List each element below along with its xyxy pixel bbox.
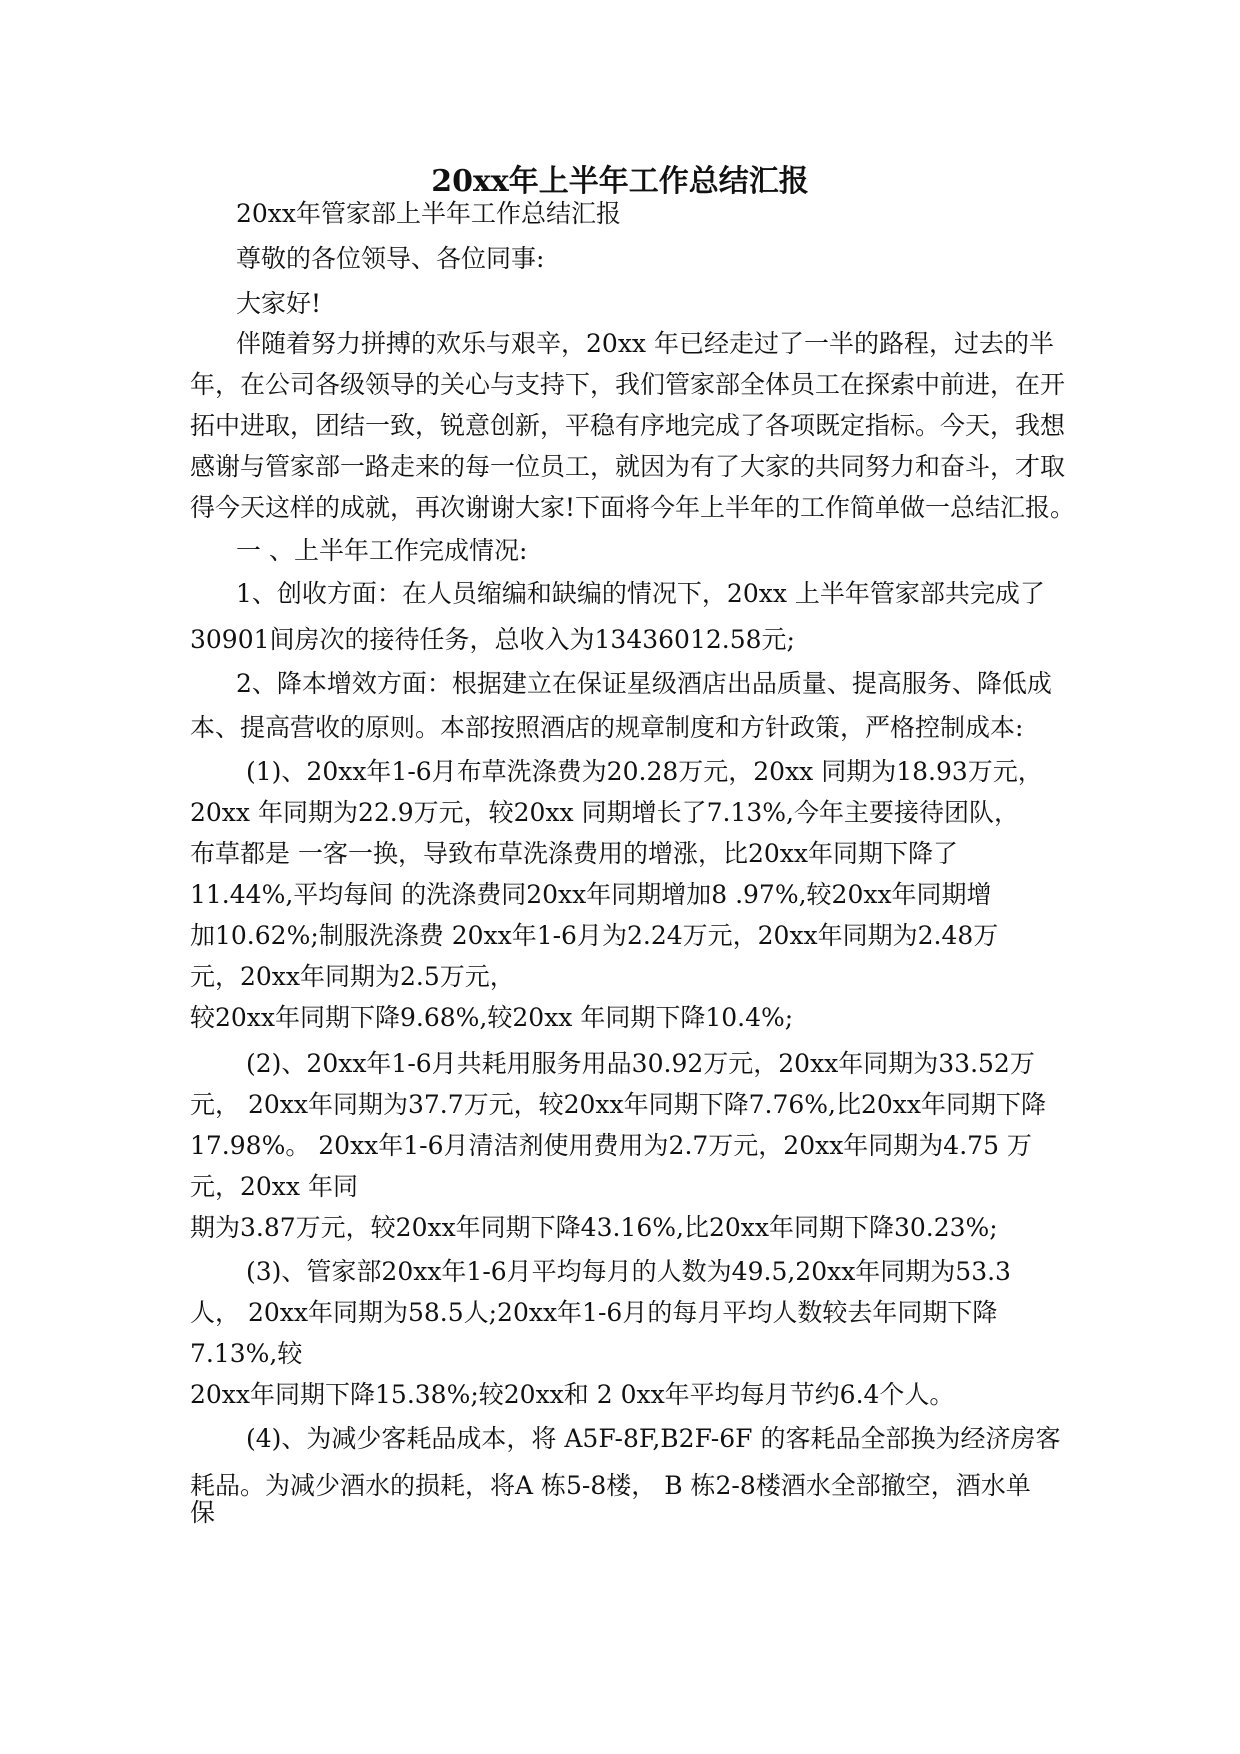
text-line: 期为3.87万元，较20xx年同期下降43.16%,比20xx年同期下降30.23%;	[190, 1213, 998, 1242]
text-line: 20xx年同期下降15.38%;较20xx和 2 0xx年平均每月节约6.4个人。	[190, 1380, 955, 1409]
text-line: 得今天这样的成就，再次谢谢大家!下面将今年上半年的工作简单做一总结汇报。	[190, 493, 1076, 522]
text-line: 加10.62%;制服洗涤费 20xx年1-6月为2.24万元，20xx年同期为2.48万	[190, 921, 999, 950]
text-line: 本、提高营收的原则。本部按照酒店的规章制度和方针政策，严格控制成本:	[190, 713, 1024, 742]
text-line: 耗品。为减少酒水的损耗，将A 栋5-8楼， B 栋2-8楼酒水全部撤空，酒水单	[190, 1471, 1031, 1500]
text-line: 人， 20xx年同期为58.5人;20xx年1-6月的每月平均人数较去年同期下降	[190, 1298, 998, 1327]
document-title: 20xx年上半年工作总结汇报	[431, 164, 809, 199]
text-line: 20xx 年同期为22.9万元，较20xx 同期增长了7.13%,今年主要接待团队，	[190, 798, 1019, 827]
text-line: 2、降本增效方面：根据建立在保证星级酒店出品质量、提高服务、降低成	[236, 669, 1052, 698]
text-line: 元，20xx年同期为2.5万元，	[190, 962, 515, 991]
text-line: 元， 20xx年同期为37.7万元，较20xx年同期下降7.76%,比20xx年同期下降	[190, 1090, 1047, 1119]
section-heading: 一 、上半年工作完成情况:	[236, 536, 528, 565]
paragraph-greeting: 大家好!	[236, 289, 322, 318]
text-line: 伴随着努力拼搏的欢乐与艰辛，20xx 年已经走过了一半的路程，过去的半	[236, 329, 1054, 358]
text-line: 7.13%,较	[190, 1339, 303, 1368]
text-line: 1、创收方面：在人员缩编和缺编的情况下，20xx 上半年管家部共完成了	[236, 579, 1045, 608]
text-line: 拓中进取，团结一致，锐意创新，平稳有序地完成了各项既定指标。今天，我想	[190, 411, 1066, 440]
text-line: 17.98%。 20xx年1-6月清洁剂使用费用为2.7万元，20xx年同期为4.75 万	[190, 1131, 1032, 1160]
text-line: (2)、20xx年1-6月共耗用服务用品30.92万元，20xx年同期为33.52万	[246, 1049, 1035, 1078]
text-line: (3)、管家部20xx年1-6月平均每月的人数为49.5,20xx年同期为53.3	[246, 1257, 1011, 1286]
text-line: 保	[190, 1498, 216, 1527]
text-line: 感谢与管家部一路走来的每一位员工，就因为有了大家的共同努力和奋斗，才取	[190, 452, 1066, 481]
text-line: 元，20xx 年同	[190, 1172, 358, 1201]
text-line: (1)、20xx年1-6月布草洗涤费为20.28万元，20xx 同期为18.93万元，	[246, 757, 1043, 786]
text-line: 30901间房次的接待任务，总收入为13436012.58元;	[190, 625, 795, 654]
text-line: 11.44%,平均每间 的洗涤费同20xx年同期增加8 .97%,较20xx年同期增	[190, 880, 992, 909]
text-line: (4)、为减少客耗品成本，将 A5F-8F,B2F-6F 的客耗品全部换为经济房客	[246, 1424, 1061, 1453]
paragraph-salutation: 尊敬的各位领导、各位同事:	[236, 244, 545, 273]
text-line: 布草都是 一客一换，导致布草洗涤费用的增涨，比20xx年同期下降了	[190, 839, 958, 868]
paragraph-subtitle: 20xx年管家部上半年工作总结汇报	[236, 199, 622, 228]
text-line: 较20xx年同期下降9.68%,较20xx 年同期下降10.4%;	[190, 1003, 794, 1032]
text-line: 年，在公司各级领导的关心与支持下，我们管家部全体员工在探索中前进，在开	[190, 370, 1066, 399]
